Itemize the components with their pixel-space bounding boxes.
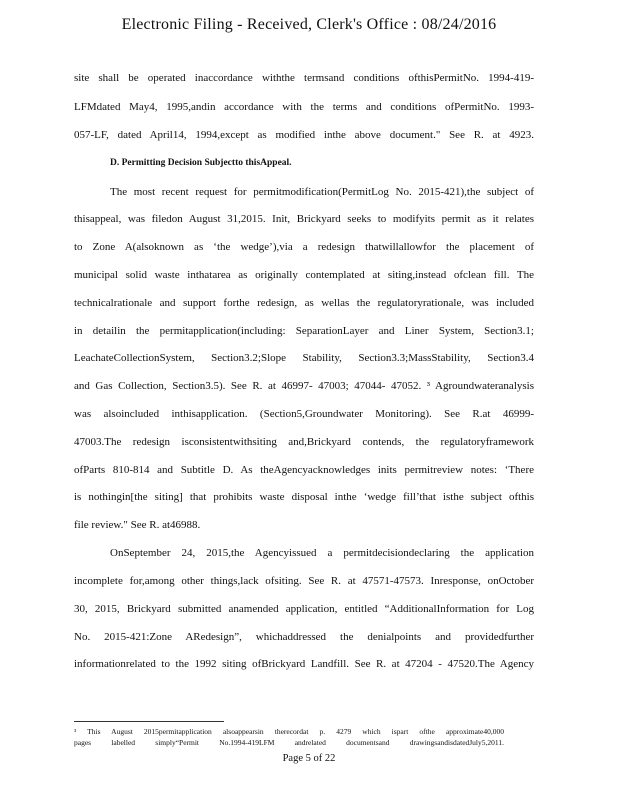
footnote-line: pages labelled simply“Permit No.1994-419LFM andrelated documentsand drawingsandisdatedJuly5,2011. [74, 738, 504, 747]
text-line: site shall be operated inaccordance withthe termsand conditions ofthisPermitNo. 1994-419- [74, 72, 534, 84]
text-line: file review." See R. at46988. [74, 519, 201, 531]
text-line: was alsoincluded inthisapplication. (Section5,Groundwater Monitoring). See R.at 46999- [74, 408, 534, 420]
text-line: LeachateCollectionSystem, Section3.2;Slope Stability, Section3.3;MassStability, Section3.4 [74, 352, 534, 364]
text-line: technicalrationale and support forthe redesign, as wellas the regulatoryrationale, was included [74, 297, 534, 309]
text-line: The most recent request for permitmodification(PermitLog No. 2015-421),the subject of [110, 186, 534, 198]
text-line: 30, 2015, Brickyard submitted anamended application, entitled “AdditionalInformation for Log [74, 603, 534, 615]
footnote-rule [74, 721, 224, 722]
text-line: informationrelated to the 1992 siting ofBrickyard Landfill. See R. at 47204 - 47520.The Agency [74, 658, 534, 670]
text-line: thisappeal, was filedon August 31,2015. Init, Brickyard seeks to modifyits permit as it relates [74, 213, 534, 225]
text-line: 057-LF, dated April14, 1994,except as modified inthe above document." See R. at 4923. [74, 129, 534, 141]
text-line: to Zone A(alsoknown as ‘the wedge’),via a redesign thatwillallowfor the placement of [74, 241, 534, 253]
text-line: LFMdated May4, 1995,andin accordance with the terms and conditions ofPermitNo. 1993- [74, 101, 534, 113]
text-line: incomplete for,among other things,lack ofsiting. See R. at 47571-47573. Inresponse, onOctober [74, 575, 534, 587]
text-line: No. 2015-421:Zone ARedesign”, whichaddressed the denialpoints and providedfurther [74, 631, 534, 643]
footnote-line: ³ This August 2015permitapplication alsoappearsin therecordat p. 4279 which ispart ofthe approximate40,000 [74, 727, 504, 736]
page-number: Page 5 of 22 [282, 753, 336, 764]
text-line: 47003.The redesign isconsistentwithsiting and,Brickyard contends, the regulatoryframework [74, 436, 534, 448]
text-line: and Gas Collection, Section3.5). See R. at 46997- 47003; 47044- 47052. ³ Agroundwateranalysis [74, 380, 534, 392]
filing-stamp-header: Electronic Filing - Received, Clerk's Office : 08/24/2016 [121, 16, 497, 33]
text-line: ofParts 810-814 and Subtitle D. As theAgencyacknowledges inits permitreview notes: ‘There [74, 464, 534, 476]
text-line: OnSeptember 24, 2015,the Agencyissued a permitdecisiondeclaring the application [110, 547, 534, 559]
text-line: is nothingin[the siting] that prohibits waste disposal inthe ‘wedge fill’that isthe subject ofthis [74, 491, 534, 503]
text-line: in detailin the permitapplication(including: SeparationLayer and Liner System, Section3.1; [74, 325, 534, 337]
text-line: municipal solid waste inthatarea as originally contemplated at siting,instead ofclean fill. The [74, 269, 534, 281]
section-heading: D. Permitting Decision Subjectto thisAppeal. [110, 158, 292, 168]
